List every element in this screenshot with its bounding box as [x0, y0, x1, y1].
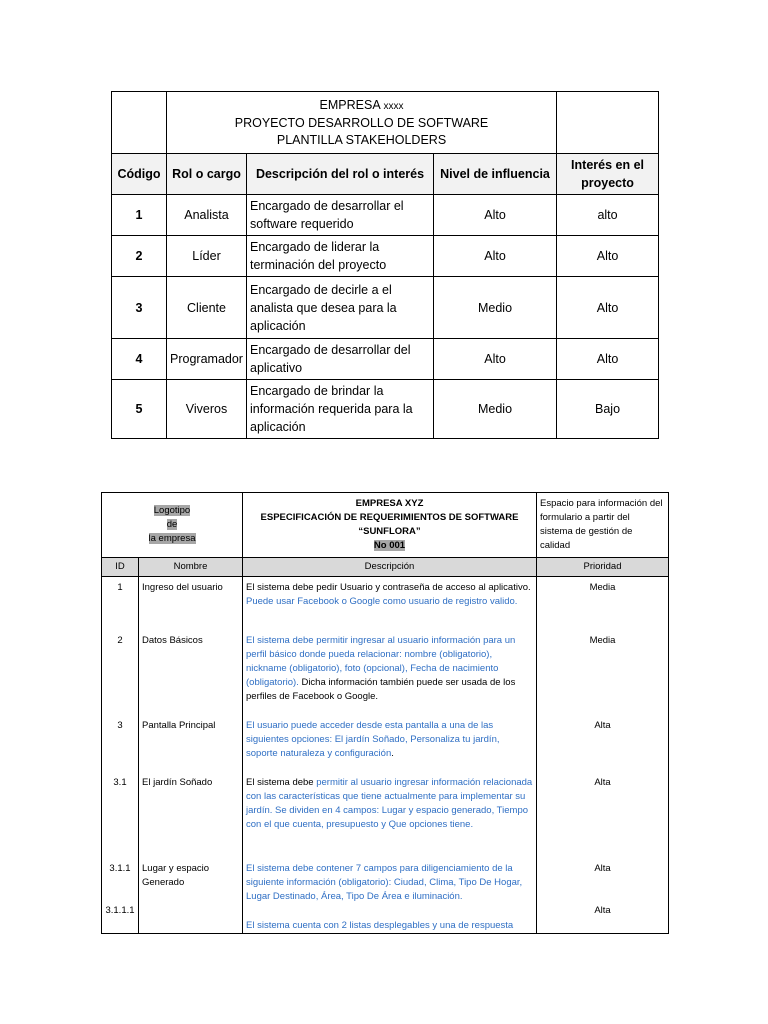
- col-prioridad: Prioridad: [537, 558, 669, 577]
- project-name: “SUNFLORA”: [358, 526, 421, 537]
- col-descripcion: Descripción: [243, 558, 537, 577]
- col-nombre: Nombre: [139, 558, 243, 577]
- requirement-row: 3.1.1.1 El sistema cuenta con 2 listas desplegables y una de respuesta Alta: [102, 904, 669, 934]
- project-title: PROYECTO DESARROLLO DE SOFTWARE: [234, 115, 489, 130]
- stakeholder-row: 2 Líder Encargado de liderar la terminación del proyecto Alto Alto: [112, 236, 659, 277]
- col-rol: Rol o cargo: [167, 154, 247, 195]
- stakeholders-table: [111, 91, 659, 439]
- stakeholder-row: 4 Programador Encargado de desarrollar del aplicativo Alto Alto: [112, 339, 659, 380]
- template-title: PLANTILLA STAKEHOLDERS: [276, 132, 447, 147]
- requirement-row: 3 Pantalla Principal El usuario puede acceder desde esta pantalla a una de las siguientes opciones: El jardín Soñado, Personaliza tu jardín, soporte naturaleza y configuración. Alta: [102, 719, 669, 776]
- requirement-row: 3.1.1 Lugar y espacio Generado El sistema debe contener 7 campos para diligenciamiento de la siguiente información (obligatorio): Ciudad, Clima, Tipo De Hogar, Lugar Destinado, Área, Tipo De Área e iluminación. Alta: [102, 862, 669, 904]
- col-interes: Interés en el proyecto: [557, 154, 659, 195]
- stakeholder-row: 3 Cliente Encargado de decirle a el analista que desea para la aplicación Medio Alto: [112, 277, 659, 339]
- spec-title: ESPECIFICACIÓN DE REQUERIMIENTOS DE SOFTWARE: [260, 512, 519, 523]
- requirement-row: 1 Ingreso del usuario El sistema debe pedir Usuario y contraseña de acceso al aplicativo. Puede usar Facebook o Google como usuario de registro valido. Media: [102, 577, 669, 634]
- stakeholder-row: 1 Analista Encargado de desarrollar el software requerido Alto alto: [112, 195, 659, 236]
- requirement-row: 2 Datos Básicos El sistema debe permitir ingresar al usuario información para un perfil básico donde pueda relacionar: nombre (obligatorio), nickname (obligatorio), foto (opcional), Fecha de nacimiento (obligatorio). Dicha información también puede ser usada de los perfiles de Facebook o Google. Media: [102, 634, 669, 719]
- spec-header: [243, 493, 537, 558]
- col-influencia: Nivel de influencia: [434, 154, 557, 195]
- form-info: Espacio para información del formulario a partir del sistema de gestión de calidad: [537, 493, 669, 558]
- stakeholders-title: EMPRESA xxxx PROYECTO DESARROLLO DE SOFTWARE PLANTILLA STAKEHOLDERS: [167, 92, 557, 154]
- col-codigo: Código: [112, 154, 167, 195]
- doc-number: No 001: [373, 540, 406, 551]
- stakeholder-row: 5 Viveros Encargado de brindar la información requerida para la aplicación Medio Bajo: [112, 380, 659, 439]
- requirements-table: [101, 492, 669, 934]
- requirement-row: 3.1 El jardín Soñado El sistema debe permitir al usuario ingresar información relacionada con las características que tiene actualmente para implementar su jardín. Se dividen en 4 campos: Lugar y espacio generado, Tiempo con el que cuenta, presupuesto y Que opciones tiene. Alta: [102, 776, 669, 862]
- col-id: ID: [102, 558, 139, 577]
- logo-placeholder: Logotipo de la empresa: [102, 493, 243, 558]
- col-descripcion: Descripción del rol o interés: [247, 154, 434, 195]
- company-name: EMPRESA XYZ: [355, 498, 424, 509]
